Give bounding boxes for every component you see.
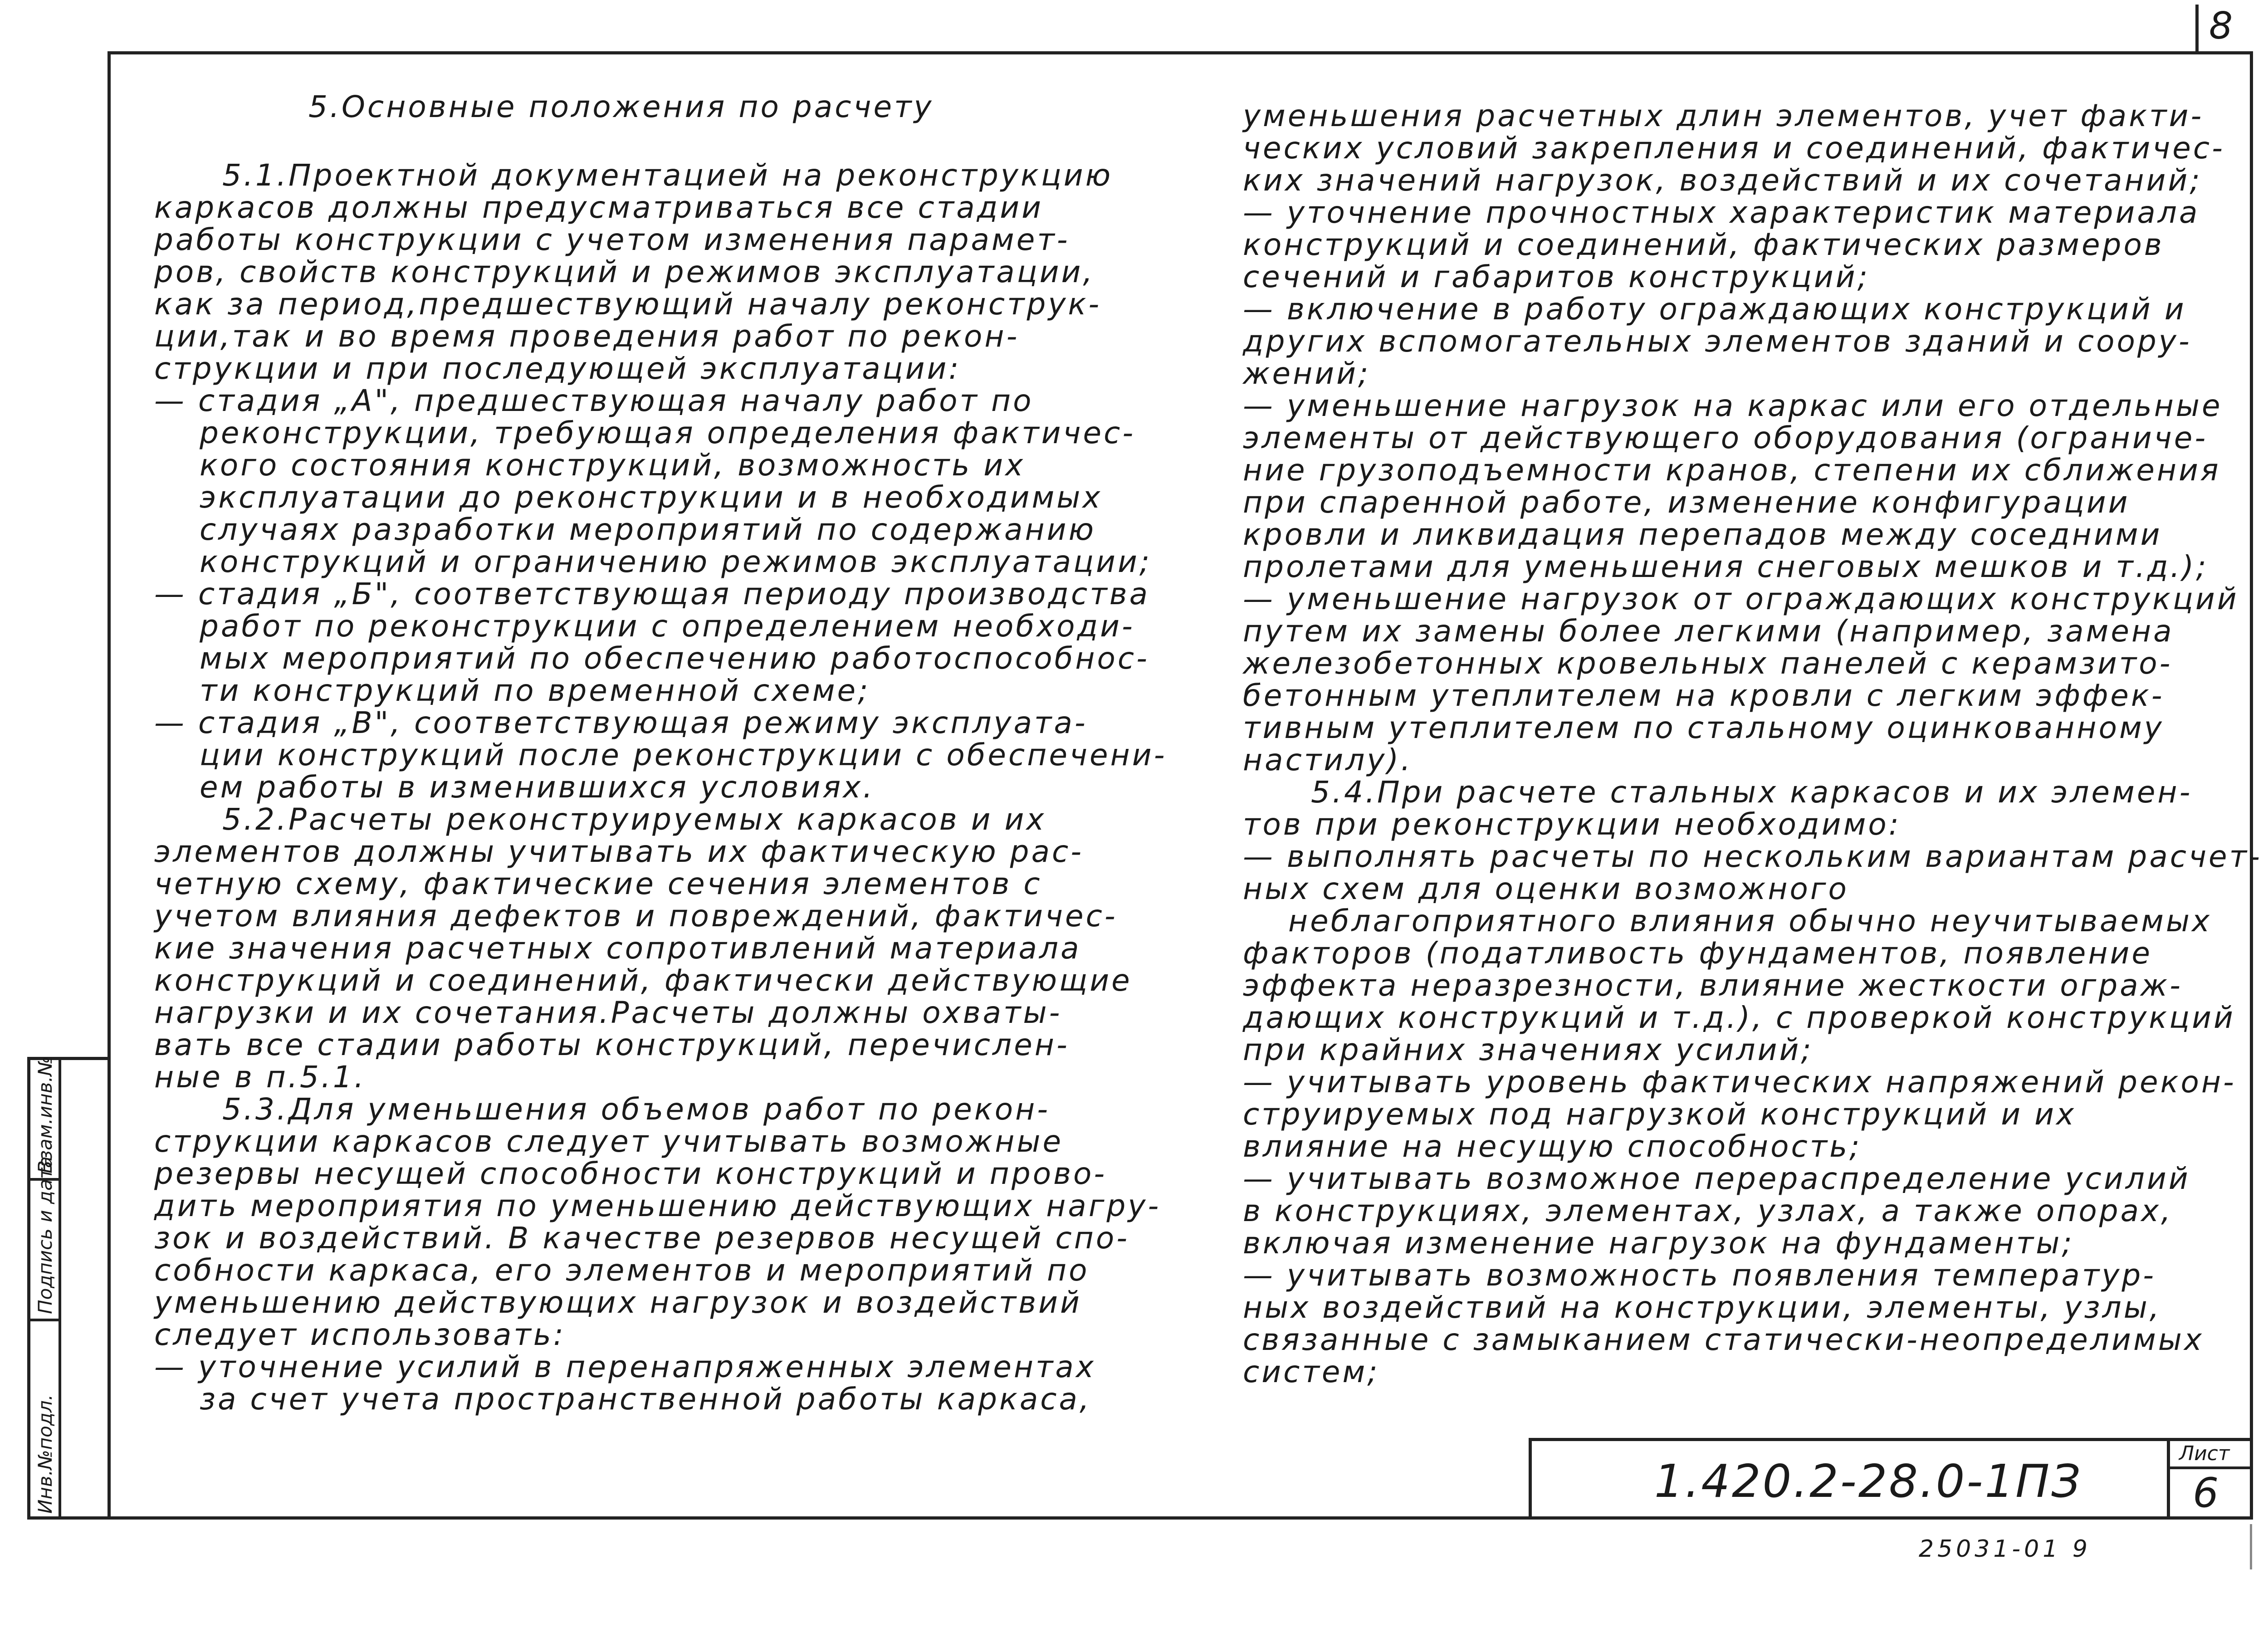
text-line: вать все стадии работы конструкций, перечислен- [154,1027,1070,1062]
text-line: струкции и при последующей эксплуатации: [154,351,961,386]
text-line: эффекта неразрезности, влияние жесткости ограж- [1243,968,2183,1003]
text-line: других вспомогательных элементов зданий и соору- [1243,324,2192,359]
text-line: — уточнение усилий в перенапряженных элементах [154,1349,1096,1384]
text-line: собности каркаса, его элементов и мероприятий по [154,1253,1090,1288]
left-column [154,89,1167,1417]
text-line: пролетами для уменьшения снеговых мешков и т.д.); [1243,549,2209,584]
text-line: — стадия „А", предшествующая началу работ по [154,383,1034,418]
text-line: эксплуатации до реконструкции и в необходимых [200,480,1103,515]
text-line: ем работы в изменившихся условиях. [200,770,875,805]
text-line: тивным утеплителем по стальному оцинкованному [1243,710,2164,745]
text-line: конструкций и соединений, фактических размеров [1243,227,2164,262]
left-text-lines [154,158,1167,1417]
text-line: уменьшению действующих нагрузок и воздействий [154,1285,1082,1320]
text-line: кого состояния конструкций, возможность их [200,448,1026,483]
text-line: — стадия „В", соответствующая режиму эксплуата- [154,705,1088,740]
stamp-inv-podl: Инв.№подл. [34,1394,56,1514]
text-line: систем; [1243,1354,1380,1389]
top-page-number: 8 [2209,5,2235,48]
text-line: при крайних значениях усилий; [1243,1032,1813,1067]
stamp-podpis-data: Подпись и дата [34,1156,56,1314]
text-line: 5.4.При расчете стальных каркасов и их элемен- [1311,775,2193,810]
text-line: струируемых под нагрузкой конструкций и их [1243,1097,2077,1132]
text-line: в конструкциях, элементах, узлах, а также опорах, [1243,1193,2173,1228]
text-line: настилу). [1243,743,1413,777]
text-line: тов при реконструкции необходимо: [1243,807,1901,842]
text-line: — учитывать уровень фактических напряжений рекон- [1243,1065,2236,1100]
text-line: работ по реконструкции с определением необходи- [200,609,1135,644]
text-line: ции конструкций после реконструкции с обеспечени- [200,738,1167,772]
text-line: как за период,предшествующий началу реконструк- [154,287,1102,322]
text-line: конструкций и соединений, фактически действующие [154,963,1132,998]
text-line: — включение в работу ограждающих конструкций и [1243,292,2186,327]
stamp-divider [59,1060,61,1516]
text-line: — выполнять расчеты по нескольким вариантам расчет- [1243,839,2262,874]
text-line: ных схем для оценки возможного [1243,871,1849,906]
text-line: ние грузоподъемности кранов, степени их сближения [1243,453,2221,488]
text-line: жений; [1243,356,1371,391]
text-line: элементы от действующего оборудования (ограниче- [1243,420,2208,455]
text-line: за счет учета пространственной работы каркаса, [200,1382,1091,1417]
text-line: учетом влияния дефектов и повреждений, фактичес- [154,899,1118,934]
text-line: нагрузки и их сочетания.Расчеты должны охваты- [154,995,1062,1030]
text-line: уменьшения расчетных длин элементов, учет факти- [1243,98,2204,133]
section-heading: 5.Основные положения по расчету [308,89,934,124]
text-line: работы конструкции с учетом изменения парамет- [154,222,1070,257]
text-line: четную схему, фактические сечения элементов с [154,866,1042,901]
sheet-label: Лист [2179,1442,2230,1465]
archive-number: 25031-01 9 [1919,1535,2091,1563]
text-line: ческих условий закрепления и соединений, фактичес- [1243,131,2225,166]
document-code: 1.420.2-28.0-1ПЗ [1654,1455,2082,1508]
text-line: ких значений нагрузок, воздействий и их сочетаний; [1243,163,2202,198]
edge-line [2250,1524,2252,1569]
margin-stamp [27,1057,108,1520]
stamp-divider [30,1319,59,1321]
text-line: 5.2.Расчеты реконструируемых каркасов и их [222,802,1046,837]
text-line: дить мероприятия по уменьшению действующих нагру- [154,1188,1161,1223]
text-line: следует использовать: [154,1317,566,1352]
text-line: 5.1.Проектной документацией на реконструкцию [222,158,1113,193]
text-line: путем их замены более легкими (например, замена [1243,614,2174,649]
title-block [1529,1438,2253,1520]
text-line: струкции каркасов следует учитывать возможные [154,1124,1064,1159]
text-line: каркасов должны предусматриваться все стадии [154,190,1044,225]
text-line: включая изменение нагрузок на фундаменты; [1243,1226,2074,1261]
text-line: — уменьшение нагрузок от ограждающих конструкций [1243,582,2239,616]
text-line: связанные с замыканием статически-неопределимых [1243,1322,2204,1357]
text-line: при спаренной работе, изменение конфигурации [1243,485,2130,520]
text-line: зок и воздействий. В качестве резервов несущей спо- [154,1221,1130,1256]
text-line: — стадия „Б", соответствующая периоду производства [154,577,1150,611]
sheet-box [2167,1441,2253,1520]
right-text-lines [1243,98,2262,1389]
text-line: ти конструкций по временной схеме; [200,673,870,708]
text-line: бетонным утеплителем на кровли с легким эффек- [1243,678,2165,713]
text-line: реконструкции, требующая определения фактичес- [200,415,1136,450]
text-line: — уменьшение нагрузок на каркас или его отдельные [1243,388,2223,423]
stamp-vzam-inv: Взам.инв.№ [34,1056,56,1173]
text-line: дающих конструкций и т.д.), с проверкой конструкций [1243,1000,2235,1035]
sheet-number: 6 [2193,1469,2219,1517]
text-line: — учитывать возможность появления температур- [1243,1258,2156,1293]
text-line: ные в п.5.1. [154,1060,366,1095]
text-line: ров, свойств конструкций и режимов эксплуатации, [154,254,1095,289]
right-column [1243,98,2262,1389]
text-line: ции,так и во время проведения работ по рекон- [154,319,1020,354]
text-line: — уточнение прочностных характеристик материала [1243,195,2200,230]
text-line: факторов (податливость фундаментов, появление [1243,936,2153,971]
text-line: кие значения расчетных сопротивлений материала [154,931,1081,966]
text-line: неблагоприятного влияния обычно неучитываемых [1288,904,2212,938]
text-line: элементов должны учитывать их фактическую рас- [154,834,1084,869]
text-line: кровли и ликвидация перепадов между соседними [1243,517,2162,552]
text-line: ных воздействий на конструкции, элементы, узлы, [1243,1290,2161,1325]
text-line: мых мероприятий по обеспечению работоспособнос- [200,641,1149,676]
text-line: 5.3.Для уменьшения объемов работ по рекон- [222,1092,1051,1127]
text-line: — учитывать возможное перераспределение усилий [1243,1161,2190,1196]
text-line: сечений и габаритов конструкций; [1243,259,1870,294]
text-line: конструкций и ограничению режимов эксплуатации; [200,544,1152,579]
text-line: влияние на несущую способность; [1243,1129,1862,1164]
text-line: случаях разработки мероприятий по содержанию [200,512,1096,547]
text-line: железобетонных кровельных панелей с керамзито- [1243,646,2173,681]
text-line: резервы несущей способности конструкций и прово- [154,1156,1107,1191]
